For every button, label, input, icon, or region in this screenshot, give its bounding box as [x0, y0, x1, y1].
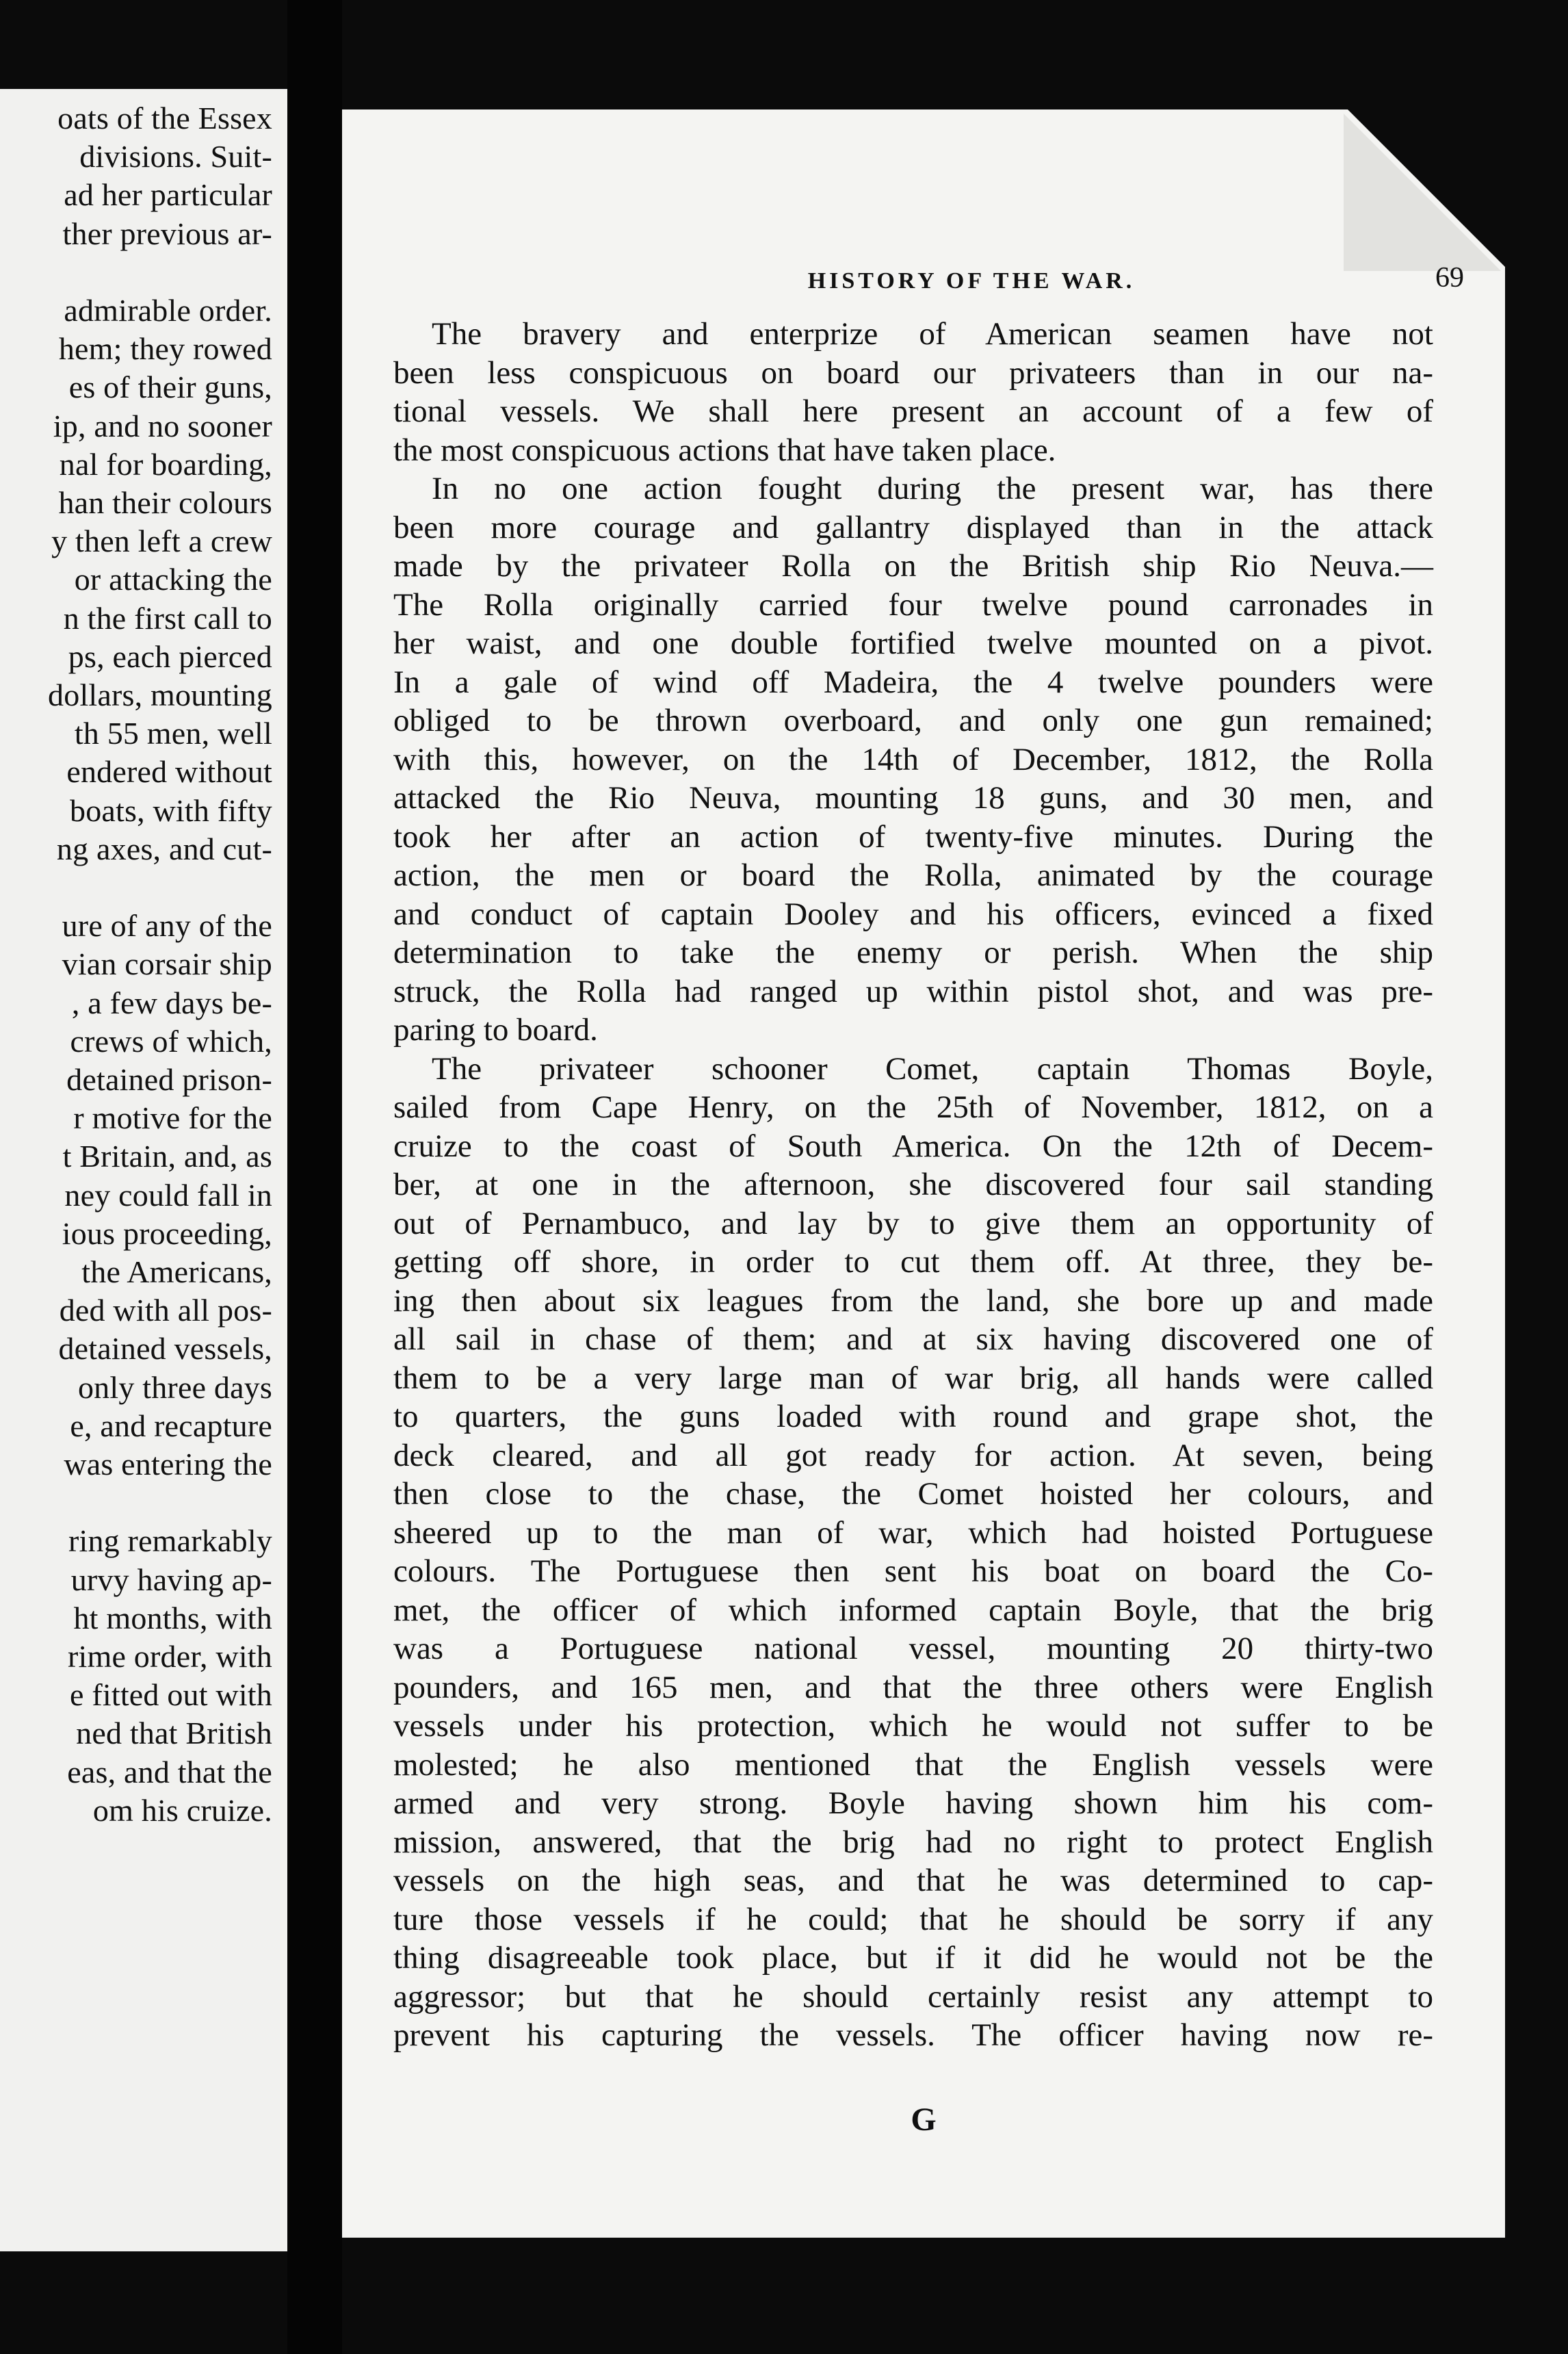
left-page-line: eas, and that the — [67, 1754, 272, 1789]
body-line: to quarters, the guns loaded with round and grape shot, the — [393, 1399, 1433, 1434]
book-gutter — [287, 0, 342, 2354]
left-page-line: e, and recapture — [70, 1408, 272, 1443]
body-line: obliged to be thrown overboard, and only one gun remained; — [393, 703, 1433, 738]
body-line: them to be a very large man of war brig, all hands were called — [393, 1360, 1433, 1396]
body-line: with this, however, on the 14th of December, 1812, the Rolla — [393, 741, 1433, 777]
body-line: the most conspicuous actions that have taken place. — [393, 432, 1056, 468]
body-line: The bravery and enterprize of American seamen have not — [432, 316, 1433, 352]
body-line: her waist, and one double fortified twelve mounted on a pivot. — [393, 625, 1433, 661]
left-page-line: dollars, mounting — [48, 677, 272, 712]
body-line: then close to the chase, the Comet hoisted her colours, and — [393, 1476, 1433, 1512]
body-line: thing disagreeable took place, but if it did he would not be the — [393, 1940, 1433, 1976]
body-text — [393, 315, 1433, 2055]
body-line: determination to take the enemy or perish. When the ship — [393, 935, 1433, 970]
body-line: pounders, and 165 men, and that the three others were English — [393, 1669, 1433, 1705]
body-line: met, the officer of which informed captain Boyle, that the brig — [393, 1592, 1433, 1628]
left-page-line: ned that British — [76, 1716, 272, 1751]
left-page-line: rime order, with — [68, 1639, 272, 1674]
body-line: ing then about six leagues from the land, she bore up and made — [393, 1282, 1433, 1319]
body-line: all sail in chase of them; and at six having discovered one of — [393, 1321, 1433, 1357]
body-line: sheered up to the man of war, which had hoisted Portuguese — [393, 1514, 1433, 1551]
left-page-line: ip, and no sooner — [53, 408, 272, 443]
body-line: cruize to the coast of South America. On the 12th of Decem- — [393, 1128, 1433, 1164]
running-head: HISTORY OF THE WAR. — [807, 268, 1136, 294]
body-line: vessels on the high seas, and that he was determined to cap- — [393, 1863, 1433, 1898]
page-number: 69 — [1435, 262, 1464, 294]
left-page-line: ded with all pos- — [59, 1293, 272, 1328]
current-page — [342, 109, 1505, 2238]
left-page-line: ht months, with — [73, 1600, 272, 1635]
left-page-line: r motive for the — [73, 1100, 272, 1136]
left-page-line: vian corsair ship — [62, 946, 272, 982]
body-line: mission, answered, that the brig had no right to protect English — [393, 1824, 1433, 1860]
body-line: In no one action fought during the present war, has there — [432, 471, 1433, 506]
body-line: getting off shore, in order to cut them off. At three, they be- — [393, 1244, 1433, 1280]
left-page-line: ad her particular — [64, 177, 272, 213]
left-page-line: n the first call to — [63, 600, 272, 636]
body-line: The privateer schooner Comet, captain Thomas Boyle, — [432, 1050, 1433, 1087]
body-line: made by the privateer Rolla on the British ship Rio Neuva.— — [393, 548, 1433, 584]
left-page-line: y then left a crew — [51, 523, 272, 559]
left-page-line: es of their guns, — [68, 370, 272, 405]
signature-mark: G — [911, 2101, 937, 2138]
body-line: attacked the Rio Neuva, mounting 18 guns, and 30 men, and — [393, 780, 1433, 816]
body-line: struck, the Rolla had ranged up within pistol shot, and was pre- — [393, 973, 1433, 1009]
body-line: In a gale of wind off Madeira, the 4 twelve pounders were — [393, 664, 1433, 700]
body-line: The Rolla originally carried four twelve pound carronades in — [393, 586, 1433, 623]
left-page-line: detained vessels, — [58, 1331, 272, 1367]
body-line: aggressor; but that he should certainly resist any attempt to — [393, 1978, 1433, 2015]
left-page-line: th 55 men, well — [74, 716, 272, 751]
left-page-line: hem; they rowed — [58, 331, 272, 367]
left-page-line: detained prison- — [66, 1062, 272, 1097]
body-line: been less conspicuous on board our privateers than in our na- — [393, 354, 1433, 391]
left-page-line: the Americans, — [81, 1254, 272, 1289]
body-line: molested; he also mentioned that the English vessels were — [393, 1746, 1433, 1783]
left-page-line: han their colours — [58, 485, 272, 520]
left-page-line: ure of any of the — [62, 908, 272, 944]
body-line: vessels under his protection, which he would not suffer to be — [393, 1708, 1433, 1744]
left-page-line: admirable order. — [64, 293, 272, 328]
left-page-line: was entering the — [64, 1447, 272, 1482]
dog-ear-corner — [1348, 109, 1505, 267]
left-page-line: crews of which, — [70, 1023, 272, 1059]
body-line: prevent his capturing the vessels. The officer having now re- — [393, 2017, 1433, 2053]
body-line: and conduct of captain Dooley and his officers, evinced a fixed — [393, 896, 1433, 932]
body-line: action, the men or board the Rolla, animated by the courage — [393, 857, 1433, 893]
left-page-line: , a few days be- — [71, 985, 272, 1020]
scan-edge — [1505, 0, 1568, 2354]
left-page-line: divisions. Suit- — [79, 139, 272, 174]
body-line: armed and very strong. Boyle having shown him his com- — [393, 1785, 1433, 1821]
body-line: took her after an action of twenty-five minutes. During the — [393, 818, 1433, 855]
left-page-line: only three days — [77, 1369, 272, 1405]
left-page-line: ng axes, and cut- — [56, 831, 272, 866]
body-line: out of Pernambuco, and lay by to give them an opportunity of — [393, 1205, 1433, 1241]
left-page-line: urvy having ap- — [70, 1562, 272, 1597]
body-line: ture those vessels if he could; that he should be sorry if any — [393, 1901, 1433, 1937]
left-page-line: e fitted out with — [70, 1677, 272, 1713]
body-line: sailed from Cape Henry, on the 25th of November, 1812, on a — [393, 1089, 1433, 1125]
previous-page — [0, 89, 287, 2251]
left-page-line: boats, with fifty — [70, 792, 272, 828]
left-page-line: om his cruize. — [92, 1792, 272, 1828]
body-line: paring to board. — [393, 1012, 598, 1048]
left-page-line: t Britain, and, as — [62, 1139, 272, 1174]
left-page-line: oats of the Essex — [57, 101, 272, 135]
left-page-line: nal for boarding, — [59, 446, 272, 482]
left-page-line: ther previous ar- — [62, 216, 272, 251]
body-line: ber, at one in the afternoon, she discovered four sail standing — [393, 1167, 1433, 1202]
left-page-line: ious proceeding, — [62, 1215, 272, 1251]
body-line: was a Portuguese national vessel, mounting 20 thirty-two — [393, 1631, 1433, 1666]
left-page-line: ney could fall in — [64, 1177, 272, 1213]
left-page-line: ring remarkably — [68, 1523, 272, 1559]
left-page-line: ps, each pierced — [68, 638, 272, 674]
body-line: deck cleared, and all got ready for action. At seven, being — [393, 1437, 1433, 1473]
body-line: tional vessels. We shall here present an account of a few of — [393, 393, 1433, 429]
left-page-line: endered without — [66, 754, 272, 790]
body-line: been more courage and gallantry displayed than in the attack — [393, 509, 1433, 545]
body-line: colours. The Portuguese then sent his boat on board the Co- — [393, 1553, 1433, 1589]
left-page-line: or attacking the — [74, 562, 272, 597]
